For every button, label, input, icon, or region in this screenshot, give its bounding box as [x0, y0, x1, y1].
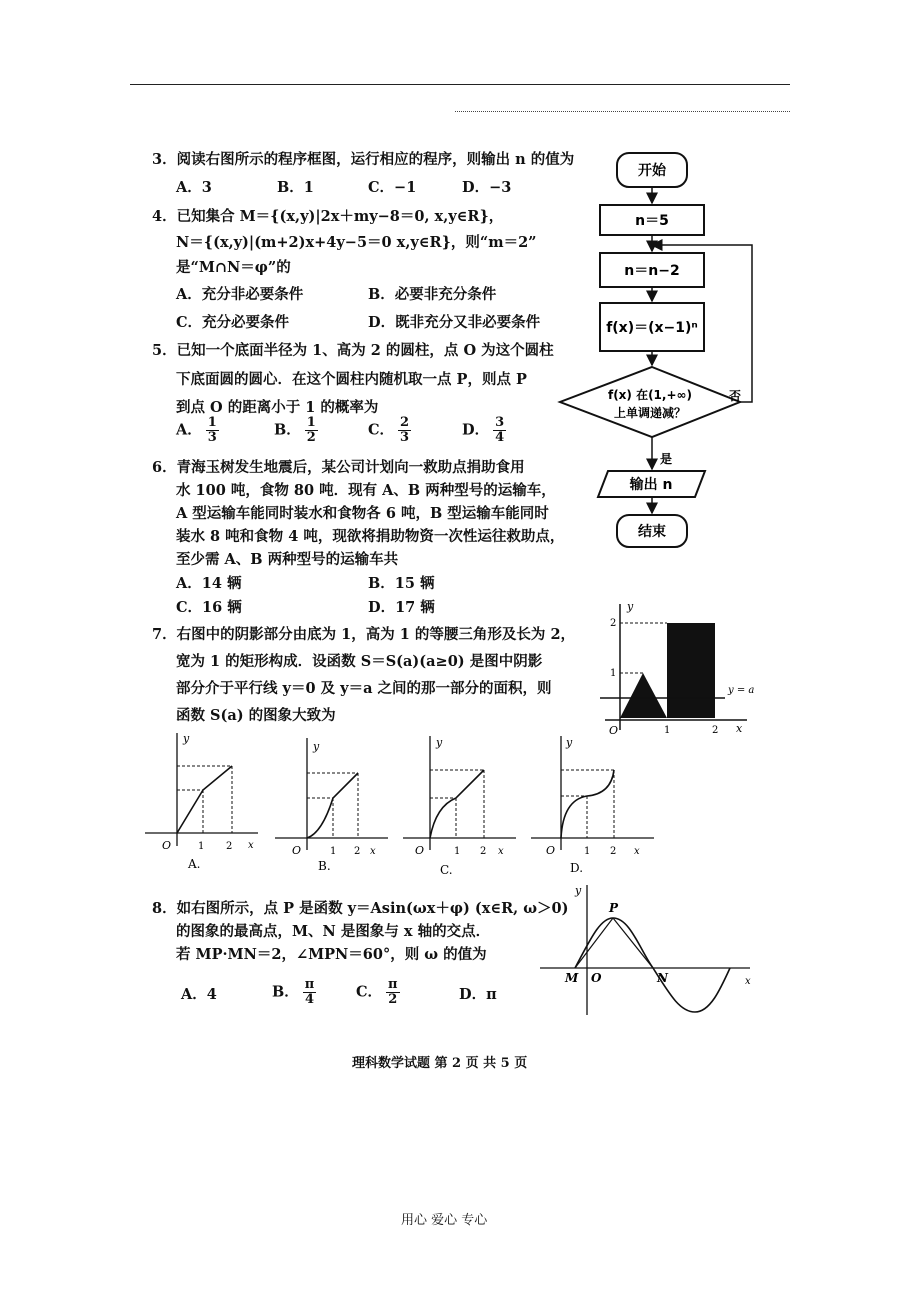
- graph-x-label: x: [370, 846, 376, 857]
- graph-curve: [430, 770, 484, 838]
- graph-tick-2: 2: [354, 846, 361, 857]
- flow-start: 开始: [638, 163, 666, 179]
- graph-label-b: B.: [318, 859, 331, 873]
- q8-option-b-fraction: [303, 978, 317, 1007]
- fig-origin: O: [609, 724, 619, 737]
- q6-option-d: D．17 辆: [368, 599, 435, 616]
- q4-option-d: D．既非充分又非必要条件: [368, 314, 541, 331]
- q5-option-c-den: 3: [400, 430, 410, 445]
- q7-line1: 7．右图中的阴影部分由底为 1，高为 1 的等腰三角形及长为 2，: [152, 626, 576, 643]
- q7-line2: 宽为 1 的矩形构成．设函数 S＝S(a)(a≥0) 是图中阴影: [176, 653, 543, 670]
- flow-decision: [560, 367, 740, 437]
- graph-label-d: D.: [570, 861, 584, 875]
- q8-option-c-label: C．: [356, 983, 383, 1001]
- q5-option-c-label: C．: [368, 421, 395, 439]
- q3-stem: 3．阅读右图所示的程序框图，运行相应的程序，则输出 n 的值为: [152, 151, 575, 168]
- q5-line1: 5．已知一个底面半径为 1、高为 2 的圆柱，点 O 为这个圆柱: [152, 342, 554, 359]
- q8-option-a-label: A．4: [181, 986, 217, 1003]
- q3-option-b: B．1: [277, 179, 314, 196]
- option-graph-d: [526, 728, 661, 878]
- graph-tick-2: 2: [480, 846, 487, 857]
- q8-option-c-fraction: [386, 978, 400, 1007]
- q5-option-d-label: D．: [462, 421, 490, 439]
- q5-option-b-num: 1: [306, 415, 316, 430]
- graph-y-label: y: [183, 732, 190, 745]
- option-graph-a: [140, 728, 265, 878]
- flow-cond-2: 上单调递减？: [613, 406, 687, 420]
- q8-option-d-label: D．π: [459, 986, 497, 1003]
- q6-line3: A 型运输车能同时装水和食物各 6 吨，B 型运输车能同时: [176, 505, 549, 522]
- fig-tick-y-1: 1: [610, 668, 617, 679]
- q5-option-c-num: 2: [400, 415, 410, 430]
- fig-line-label: y = a: [728, 685, 755, 696]
- sine-origin: O: [591, 971, 602, 985]
- q8-option-c-den: 2: [388, 992, 398, 1007]
- shaded-figure: [595, 598, 765, 738]
- flow-end: 结束: [638, 524, 666, 540]
- graph-origin: O: [162, 839, 172, 852]
- q4-line3: 是“M∩N＝φ”的: [176, 259, 291, 276]
- q5-line2: 下底面圆的圆心．在这个圆柱内随机取一点 P，则点 P: [176, 371, 527, 388]
- flow-output: 输出 n: [629, 477, 673, 493]
- sine-point-p: P: [609, 901, 619, 915]
- q6-line5: 至少需 A、B 两种型号的运输车共: [176, 551, 399, 568]
- graph-tick-1: 1: [198, 841, 205, 852]
- fig-tick-y-2: 2: [610, 618, 617, 629]
- q5-option-b-den: 2: [306, 430, 316, 445]
- top-rule-short: [455, 111, 790, 112]
- q7-line3: 部分介于平行线 y＝0 及 y＝a 之间的那一部分的面积，则: [176, 680, 552, 697]
- q8-option-a: [181, 985, 217, 1005]
- q3-option-c: C．−1: [368, 179, 417, 196]
- fig-tick-x-1: 1: [664, 725, 671, 736]
- q6-line2: 水 100 吨，食物 80 吨．现有 A、B 两种型号的运输车，: [176, 482, 556, 499]
- sine-point-n: N: [657, 971, 668, 985]
- top-rule: [130, 84, 790, 85]
- sine-segment-mp: [575, 918, 613, 968]
- q5-option-b-label: B．: [274, 421, 301, 439]
- graph-x-label: x: [498, 846, 504, 857]
- graph-tick-2: 2: [226, 841, 233, 852]
- q4-option-a: A．充分非必要条件: [176, 286, 304, 303]
- graph-x-label: x: [634, 846, 640, 857]
- q5-option-b: [274, 416, 318, 445]
- flow-func: f(x)＝(x−1)ⁿ: [606, 320, 698, 336]
- bottom-note: 用心 爱心 专心: [401, 1213, 488, 1228]
- q5-option-d-den: 4: [495, 430, 505, 445]
- fig-tick-x-2: 2: [712, 725, 719, 736]
- sine-y-label: y: [575, 884, 582, 897]
- q8-line3: 若 MP·MN＝2，∠MPN＝60°，则 ω 的值为: [176, 946, 487, 963]
- graph-y-label: y: [436, 736, 443, 749]
- fig-y-label: y: [627, 600, 634, 613]
- sine-point-m: M: [565, 971, 579, 985]
- graph-tick-1: 1: [330, 846, 337, 857]
- q4-line1: 4．已知集合 M＝{(x,y)|2x＋my−8＝0, x,y∈R}，: [152, 208, 504, 225]
- graph-label-c: C.: [440, 863, 453, 877]
- q3-option-a: A．3: [176, 179, 212, 196]
- graph-origin: O: [546, 844, 556, 857]
- q5-option-c-fraction: [398, 416, 411, 445]
- sine-figure: [535, 880, 760, 1020]
- page-footer: 理科数学试题 第 2 页 共 5 页: [352, 1056, 528, 1071]
- q8-line1: 8．如右图所示，点 P 是函数 y＝Asin(ωx＋φ) (x∈R, ω＞0): [152, 900, 569, 917]
- sine-curve: [575, 918, 730, 1012]
- graph-label-a: A.: [188, 857, 201, 871]
- flow-cond-1: f(x) 在(1,+∞): [607, 388, 693, 402]
- graph-tick-1: 1: [454, 846, 461, 857]
- graph-tick-2: 2: [610, 846, 617, 857]
- q6-line4: 装水 8 吨和食物 4 吨，现欲将捐助物资一次性运往救助点，: [176, 528, 565, 545]
- q5-option-a-num: 1: [207, 415, 217, 430]
- q6-option-b: B．15 辆: [368, 575, 435, 592]
- q5-option-d-num: 3: [495, 415, 505, 430]
- sine-segment-pn: [613, 918, 653, 968]
- q8-option-d: [459, 985, 497, 1005]
- q5-option-b-fraction: [305, 416, 318, 445]
- q5-line3: 到点 O 的距离小于 1 的概率为: [176, 399, 379, 416]
- graph-curve: [177, 766, 232, 833]
- graph-origin: O: [415, 844, 425, 857]
- q4-option-c: C．充分必要条件: [176, 314, 290, 331]
- flow-update: n＝n−2: [624, 263, 680, 279]
- flow-no-label: 否: [728, 389, 742, 403]
- q4-option-b: B．必要非充分条件: [368, 286, 497, 303]
- fig-triangle: [620, 673, 667, 718]
- q8-option-b-den: 4: [305, 992, 315, 1007]
- flow-init: n＝5: [635, 213, 669, 229]
- graph-tick-1: 1: [584, 846, 591, 857]
- graph-y-label: y: [566, 736, 573, 749]
- option-graph-b: [270, 728, 395, 878]
- q7-line4: 函数 S(a) 的图象大致为: [176, 707, 336, 724]
- q5-option-a-den: 3: [207, 430, 217, 445]
- flowchart: [545, 145, 760, 555]
- q3-option-d: D．−3: [462, 179, 512, 196]
- q5-option-d-fraction: [493, 416, 506, 445]
- q6-option-c: C．16 辆: [176, 599, 242, 616]
- fig-rectangle: [667, 623, 715, 718]
- q5-option-a-label: A．: [176, 421, 202, 439]
- q5-option-a-fraction: [206, 416, 219, 445]
- q8-option-b: [272, 978, 316, 1007]
- q8-option-c-num: π: [388, 977, 398, 992]
- graph-y-label: y: [313, 740, 320, 753]
- q5-option-d: [462, 416, 506, 445]
- q6-option-a: A．14 辆: [176, 575, 242, 592]
- graph-x-label: x: [248, 840, 254, 851]
- q5-option-a: [176, 416, 219, 445]
- sine-x-label: x: [745, 976, 751, 987]
- q8-option-c: [356, 978, 400, 1007]
- q6-line1: 6．青海玉树发生地震后，某公司计划向一救助点捐助食用: [152, 459, 525, 476]
- fig-x-label: x: [736, 722, 743, 735]
- q8-line2: 的图象的最高点，M、N 是图象与 x 轴的交点．: [176, 923, 491, 940]
- q8-option-b-label: B．: [272, 983, 299, 1001]
- q8-option-b-num: π: [304, 977, 315, 992]
- graph-origin: O: [292, 844, 302, 857]
- flow-yes-label: 是: [659, 452, 673, 466]
- q5-option-c: [368, 416, 411, 445]
- q4-line2: N＝{(x,y)|(m+2)x+4y−5＝0 x,y∈R}，则“m＝2”: [176, 234, 537, 251]
- option-graph-c: [398, 728, 523, 878]
